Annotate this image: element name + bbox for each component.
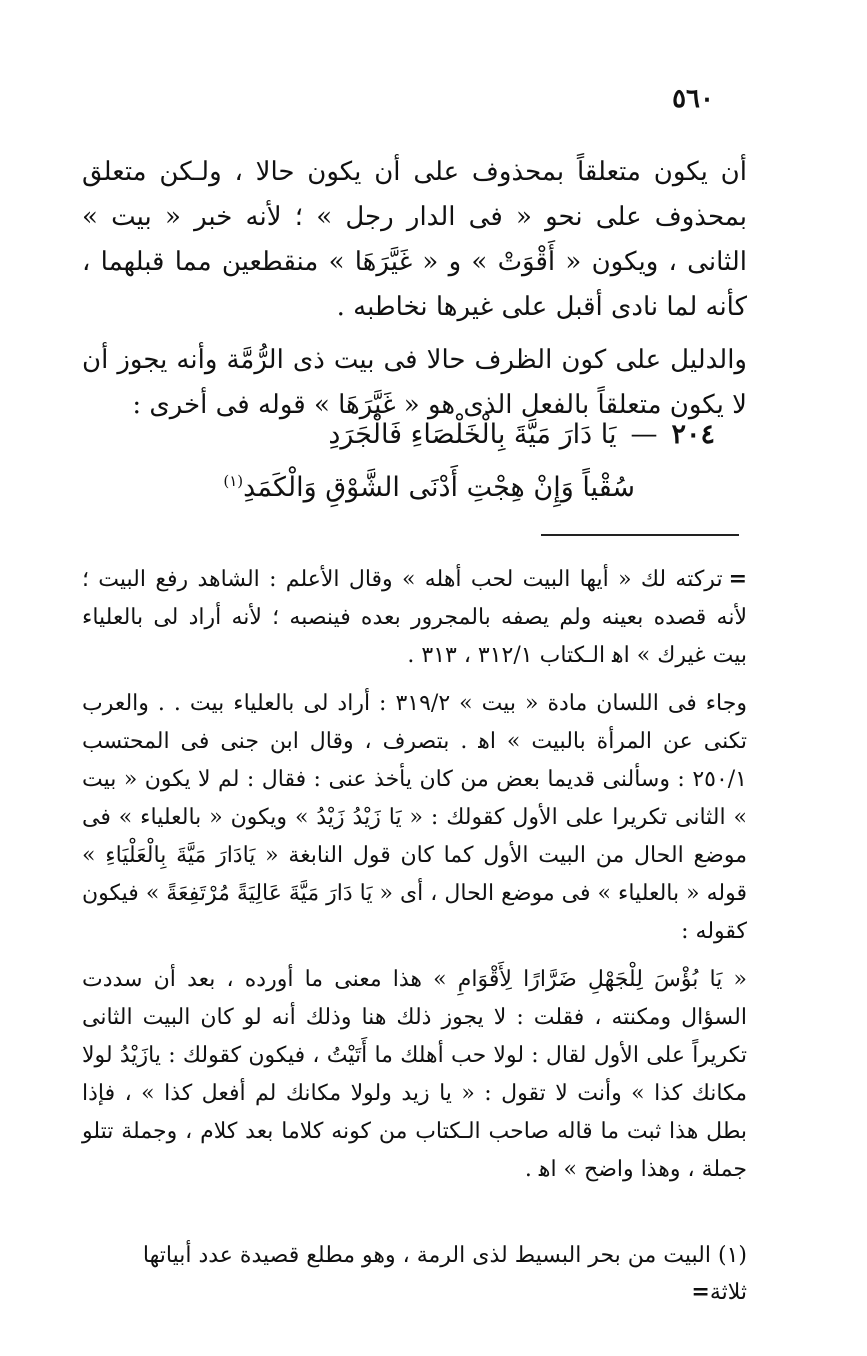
commentary-notes — [82, 560, 747, 1199]
verse-204 — [150, 412, 715, 511]
main-paragraph: أن يكون متعلقاً بمحذوف على أن يكون حالا ، ولـكن متعلق بمحذوف على نحو « فى الدار رجل » ؛ لأنه خبر « بيت » الثانى ، ويكون « أَقْوَتْ » و « غَيَّرَهَا » منقطعين مما قبلهما ، كأنه لما نادى أقبل على غيرها نخاطبه . — [82, 157, 747, 322]
main-paragraph: والدليل على كون الظرف حالا فى بيت ذى الرُّمَّة وأنه يجوز أن لا يكون متعلقاً بالفعل الذى هو « غَيَّرَهَا » قوله فى أخرى : — [82, 345, 747, 420]
continuation-mark: = — [728, 566, 747, 592]
verse-line-2: سُقْياً وَإِنْ هِجْتِ أَدْنَى الشَّوْقِ وَالْكَمَدِ — [243, 472, 635, 503]
note-text: تركته لك « أيها البيت لحب أهله » وقال الأعلم : الشاهد رفع البيت ؛ لأنه قصده بعينه ولم يصفه بالمجرور بعده فينصبه ؛ لأنه أراد لى بالعلياء بيت غيرك » اﻫ الـكتاب ٣١٢/١ ، ٣١٣ . — [82, 567, 747, 668]
footnote-text: البيت من بحر البسيط لذى الرمة ، وهو مطلع قصيدة عدد أبياتها ثلاثة — [142, 1243, 747, 1305]
note-paragraph: وجاء فى اللسان مادة « بيت » ٣١٩/٢ : أراد لى بالعلياء بيت . . والعرب تكنى عن المرأة بالبيت » اﻫ . بتصرف ، وقال ابن جنى فى المحتسب ٢٥٠/١ : وسألنى قديما بعض من كان يأخذ عنى : فقال : لم لا يكون « بيت » الثانى تكريرا على الأول كقولك : « يَا زَيْدُ زَيْدُ » ويكون « بالعلياء » فى موضع الحال من البيت الأول كما كان قول النابغة « يَادَارَ مَيَّةَ بِالْعَلْيَاءِ » قوله « بالعلياء » فى موضع الحال ، أى « يَا دَارَ مَيَّةَ عَالِيَةً مُرْتَفِعَةً » فيكون كقوله : — [82, 691, 747, 944]
verse-line-1: يَا دَارَ مَيَّةَ بِالْخَلْصَاءِ فَالْجَرَدِ — [328, 419, 617, 450]
footnote — [82, 1238, 747, 1311]
footnote-reference: (١) — [223, 472, 244, 490]
footnote-continuation-mark: = — [691, 1279, 710, 1305]
page-number: ٥٦٠ — [672, 84, 714, 114]
main-text — [82, 150, 747, 436]
verse-dash: — — [630, 419, 658, 450]
verse-number: ٢٠٤ — [671, 419, 715, 450]
note-paragraph: « يَا بُؤْسَ لِلْجَهْلِ ضَرَّارًا لِأَقْوَامِ » هذا معنى ما أورده ، بعد أن سددت السؤال ومكنته ، فقلت : لا يجوز ذلك هنا وذلك أنه لو كان البيت الثانى تكريراً على الأول لقال : لولا حب أهلك ما أَتَيْتُ ، فيكون كقولك : يازَيْدُ لولا مكانك كذا » وأنت لا تقول : « يا زيد ولولا مكانك لم أفعل كذا » ، فإذا بطل هذا ثبت ما قاله صاحب الـكتاب من كونه كلاما بعد كلام ، وجملة تتلو جملة ، وهذا واضح » اﻫ . — [82, 967, 747, 1182]
footnote-divider — [541, 534, 739, 536]
verse-second-hemistich — [150, 458, 715, 511]
verse-first-hemistich — [150, 412, 715, 458]
note-paragraph — [82, 560, 747, 675]
footnote-marker: (١) — [717, 1243, 747, 1268]
